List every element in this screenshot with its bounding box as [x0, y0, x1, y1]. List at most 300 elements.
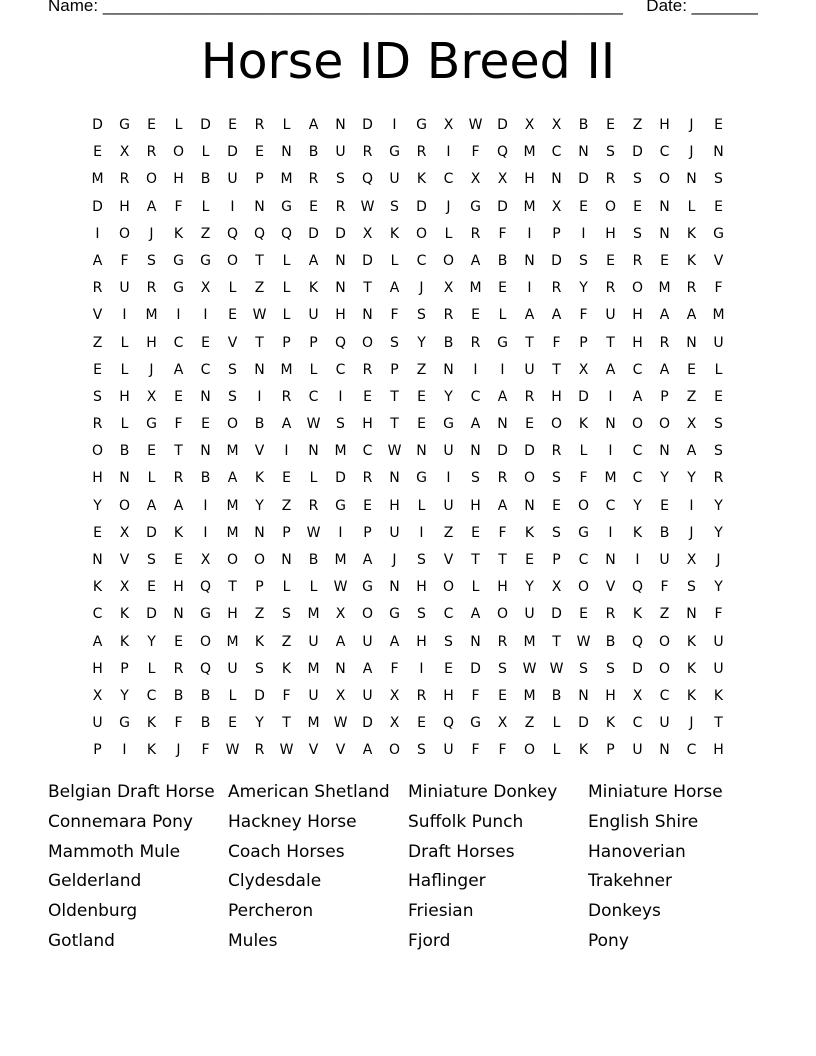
grid-letter[interactable]: C	[200, 361, 211, 378]
grid-letter[interactable]: D	[578, 171, 589, 188]
grid-letter[interactable]: K	[632, 524, 643, 541]
grid-letter[interactable]: S	[606, 144, 615, 161]
grid-letter[interactable]: D	[308, 225, 319, 242]
grid-letter[interactable]: T	[714, 715, 723, 732]
grid-letter[interactable]: M	[91, 171, 104, 188]
grid-letter[interactable]: S	[471, 470, 480, 487]
grid-letter[interactable]: M	[226, 443, 239, 460]
grid-letter[interactable]: S	[336, 416, 345, 433]
grid-letter[interactable]: W	[360, 198, 375, 215]
grid-letter[interactable]: W	[333, 715, 348, 732]
grid-letter[interactable]: W	[306, 524, 321, 541]
grid-letter[interactable]: H	[92, 470, 103, 487]
grid-letter[interactable]: S	[93, 388, 102, 405]
grid-letter[interactable]: P	[255, 171, 264, 188]
grid-letter[interactable]: O	[658, 171, 671, 188]
grid-letter[interactable]: C	[443, 171, 454, 188]
grid-letter[interactable]: E	[174, 552, 183, 568]
grid-letter[interactable]: U	[308, 687, 319, 704]
grid-letter[interactable]: K	[173, 524, 184, 541]
grid-letter[interactable]: A	[686, 443, 697, 460]
grid-letter[interactable]: C	[659, 144, 670, 161]
grid-letter[interactable]: K	[686, 252, 697, 269]
grid-letter[interactable]: H	[632, 334, 643, 351]
grid-letter[interactable]: R	[497, 633, 508, 650]
grid-letter[interactable]: D	[227, 144, 238, 161]
grid-letter[interactable]: T	[525, 334, 534, 351]
grid-letter[interactable]: Y	[714, 497, 723, 514]
grid-letter[interactable]: E	[201, 334, 210, 351]
grid-letter[interactable]: T	[471, 552, 480, 568]
grid-letter[interactable]: N	[686, 171, 697, 188]
grid-letter[interactable]: R	[335, 198, 346, 215]
grid-letter[interactable]: K	[92, 579, 103, 596]
grid-letter[interactable]: I	[230, 198, 235, 215]
grid-letter[interactable]: O	[361, 334, 374, 351]
grid-letter[interactable]: W	[576, 633, 591, 650]
grid-letter[interactable]: A	[497, 497, 508, 514]
grid-letter[interactable]: I	[446, 144, 451, 161]
grid-letter[interactable]: L	[282, 307, 291, 324]
grid-letter[interactable]: M	[307, 606, 320, 623]
grid-letter[interactable]: I	[473, 361, 478, 378]
grid-letter[interactable]: I	[689, 497, 694, 514]
grid-letter[interactable]: P	[93, 742, 102, 759]
grid-letter[interactable]: N	[659, 225, 670, 242]
grid-letter[interactable]: G	[470, 198, 481, 215]
grid-letter[interactable]: D	[497, 198, 508, 215]
grid-letter[interactable]: T	[282, 715, 291, 732]
grid-letter[interactable]: L	[282, 280, 291, 297]
grid-letter[interactable]: N	[281, 144, 292, 161]
grid-letter[interactable]: G	[713, 225, 724, 242]
grid-letter[interactable]: Y	[417, 334, 426, 351]
grid-letter[interactable]: I	[203, 524, 208, 541]
grid-letter[interactable]: O	[658, 660, 671, 677]
grid-letter[interactable]: L	[228, 280, 237, 297]
grid-letter[interactable]: Y	[579, 280, 588, 297]
grid-letter[interactable]: M	[712, 307, 725, 324]
grid-letter[interactable]: P	[660, 388, 669, 405]
grid-letter[interactable]: G	[200, 606, 211, 623]
grid-letter[interactable]: J	[689, 144, 694, 161]
grid-letter[interactable]: A	[362, 742, 373, 759]
grid-letter[interactable]: B	[173, 687, 184, 704]
grid-letter[interactable]: L	[309, 470, 318, 487]
grid-letter[interactable]: U	[713, 633, 724, 650]
grid-letter[interactable]: V	[713, 252, 724, 269]
grid-letter[interactable]: X	[524, 117, 535, 133]
grid-letter[interactable]: H	[416, 579, 427, 596]
grid-letter[interactable]: H	[119, 198, 130, 215]
grid-letter[interactable]: A	[605, 361, 616, 378]
grid-letter[interactable]: E	[660, 497, 669, 514]
grid-letter[interactable]: N	[254, 524, 265, 541]
grid-letter[interactable]: H	[335, 307, 346, 324]
grid-letter[interactable]: O	[523, 470, 536, 487]
grid-letter[interactable]: N	[389, 470, 400, 487]
grid-letter[interactable]: R	[551, 443, 562, 460]
grid-letter[interactable]: Q	[280, 225, 293, 242]
grid-letter[interactable]: O	[226, 252, 239, 269]
grid-letter[interactable]: L	[282, 579, 291, 596]
grid-letter[interactable]: Q	[631, 633, 644, 650]
grid-letter[interactable]: G	[335, 497, 346, 514]
grid-letter[interactable]: A	[173, 497, 184, 514]
grid-letter[interactable]: M	[226, 497, 239, 514]
grid-letter[interactable]: C	[92, 606, 103, 623]
grid-letter[interactable]: O	[226, 552, 239, 568]
grid-letter[interactable]: S	[147, 552, 156, 568]
grid-letter[interactable]: W	[468, 117, 483, 133]
grid-letter[interactable]: N	[254, 361, 265, 378]
grid-letter[interactable]: L	[309, 361, 318, 378]
grid-letter[interactable]: J	[689, 524, 694, 541]
grid-letter[interactable]: L	[552, 742, 561, 759]
grid-letter[interactable]: D	[578, 715, 589, 732]
grid-letter[interactable]: A	[146, 497, 157, 514]
grid-letter[interactable]: C	[443, 606, 454, 623]
grid-letter[interactable]: F	[498, 225, 507, 242]
grid-letter[interactable]: A	[335, 633, 346, 650]
grid-letter[interactable]: Y	[255, 497, 264, 514]
grid-letter[interactable]: S	[255, 660, 264, 677]
grid-letter[interactable]: R	[713, 470, 724, 487]
grid-letter[interactable]: F	[174, 198, 183, 215]
grid-letter[interactable]: R	[173, 470, 184, 487]
grid-letter[interactable]: N	[416, 443, 427, 460]
grid-letter[interactable]: Y	[444, 388, 453, 405]
grid-letter[interactable]: I	[392, 117, 397, 133]
grid-letter[interactable]: N	[578, 144, 589, 161]
grid-letter[interactable]: G	[389, 606, 400, 623]
grid-letter[interactable]: L	[120, 361, 129, 378]
grid-letter[interactable]: B	[308, 144, 319, 161]
grid-letter[interactable]: M	[334, 552, 347, 568]
grid-letter[interactable]: W	[225, 742, 240, 759]
grid-letter[interactable]: E	[93, 524, 102, 541]
grid-letter[interactable]: A	[470, 252, 481, 269]
grid-letter[interactable]: F	[471, 742, 480, 759]
grid-letter[interactable]: N	[686, 606, 697, 623]
grid-letter[interactable]: J	[716, 552, 721, 568]
grid-letter[interactable]: N	[200, 443, 211, 460]
grid-letter[interactable]: N	[335, 252, 346, 269]
grid-letter[interactable]: Y	[120, 687, 129, 704]
grid-letter[interactable]: G	[362, 579, 373, 596]
grid-letter[interactable]: X	[578, 361, 589, 378]
grid-letter[interactable]: S	[228, 361, 237, 378]
grid-letter[interactable]: X	[443, 117, 454, 133]
grid-letter[interactable]: X	[119, 524, 130, 541]
grid-letter[interactable]: E	[660, 252, 669, 269]
grid-letter[interactable]: Z	[254, 606, 265, 623]
grid-letter[interactable]: N	[605, 416, 616, 433]
grid-letter[interactable]: I	[608, 443, 613, 460]
grid-letter[interactable]: I	[527, 280, 532, 297]
grid-letter[interactable]: E	[147, 117, 156, 133]
grid-letter[interactable]: R	[92, 416, 103, 433]
grid-letter[interactable]: N	[524, 252, 535, 269]
grid-letter[interactable]: D	[92, 117, 103, 133]
grid-letter[interactable]: J	[689, 117, 694, 133]
grid-letter[interactable]: S	[633, 225, 642, 242]
grid-letter[interactable]: E	[471, 524, 480, 541]
grid-letter[interactable]: E	[579, 198, 588, 215]
grid-letter[interactable]: B	[605, 633, 616, 650]
grid-letter[interactable]: A	[362, 660, 373, 677]
grid-letter[interactable]: U	[362, 687, 373, 704]
grid-letter[interactable]: V	[443, 552, 454, 568]
grid-letter[interactable]: M	[523, 144, 536, 161]
grid-letter[interactable]: F	[714, 606, 723, 623]
grid-letter[interactable]: X	[200, 552, 211, 568]
grid-letter[interactable]: R	[254, 117, 265, 133]
grid-letter[interactable]: X	[389, 687, 400, 704]
grid-letter[interactable]: V	[92, 307, 103, 324]
grid-letter[interactable]: I	[122, 307, 127, 324]
grid-letter[interactable]: R	[605, 280, 616, 297]
grid-letter[interactable]: L	[444, 225, 453, 242]
grid-letter[interactable]: T	[606, 334, 615, 351]
grid-letter[interactable]: Y	[525, 579, 534, 596]
grid-letter[interactable]: N	[335, 660, 346, 677]
grid-letter[interactable]: E	[93, 361, 102, 378]
grid-letter[interactable]: X	[92, 687, 103, 704]
grid-letter[interactable]: K	[254, 633, 265, 650]
grid-letter[interactable]: A	[92, 633, 103, 650]
grid-letter[interactable]: U	[308, 633, 319, 650]
grid-letter[interactable]: J	[149, 361, 154, 378]
grid-letter[interactable]: N	[497, 416, 508, 433]
grid-letter[interactable]: L	[498, 307, 507, 324]
grid-letter[interactable]: U	[659, 715, 670, 732]
grid-letter[interactable]: R	[443, 307, 454, 324]
grid-letter[interactable]: C	[335, 361, 346, 378]
grid-letter[interactable]: T	[552, 361, 561, 378]
grid-letter[interactable]: K	[686, 687, 697, 704]
grid-letter[interactable]: I	[203, 497, 208, 514]
grid-letter[interactable]: W	[306, 416, 321, 433]
grid-letter[interactable]: H	[497, 579, 508, 596]
grid-letter[interactable]: L	[282, 117, 291, 133]
grid-letter[interactable]: R	[416, 687, 427, 704]
grid-letter[interactable]: D	[470, 660, 481, 677]
grid-letter[interactable]: P	[309, 334, 318, 351]
grid-letter[interactable]: C	[362, 443, 373, 460]
grid-letter[interactable]: S	[714, 416, 723, 433]
grid-letter[interactable]: W	[333, 579, 348, 596]
grid-letter[interactable]: M	[307, 660, 320, 677]
grid-letter[interactable]: O	[523, 742, 536, 759]
grid-letter[interactable]: K	[713, 687, 724, 704]
grid-letter[interactable]: K	[119, 606, 130, 623]
grid-letter[interactable]: Q	[334, 334, 347, 351]
grid-letter[interactable]: P	[282, 524, 291, 541]
grid-letter[interactable]: O	[145, 171, 158, 188]
grid-letter[interactable]: F	[498, 742, 507, 759]
grid-letter[interactable]: Z	[281, 633, 292, 650]
grid-letter[interactable]: N	[254, 198, 265, 215]
grid-letter[interactable]: D	[416, 198, 427, 215]
grid-letter[interactable]: X	[335, 606, 346, 623]
grid-letter[interactable]: Y	[255, 715, 264, 732]
grid-letter[interactable]: E	[417, 715, 426, 732]
grid-letter[interactable]: O	[253, 552, 266, 568]
grid-letter[interactable]: N	[389, 579, 400, 596]
grid-letter[interactable]: R	[119, 171, 130, 188]
name-blank[interactable]: _______________________________________________________	[102, 0, 623, 15]
grid-letter[interactable]: U	[632, 742, 643, 759]
grid-letter[interactable]: Q	[199, 660, 212, 677]
grid-letter[interactable]: C	[632, 443, 643, 460]
grid-letter[interactable]: B	[497, 252, 508, 269]
grid-letter[interactable]: N	[173, 606, 184, 623]
grid-letter[interactable]: M	[658, 280, 671, 297]
grid-letter[interactable]: H	[632, 307, 643, 324]
grid-letter[interactable]: S	[633, 171, 642, 188]
grid-letter[interactable]: U	[92, 715, 103, 732]
grid-letter[interactable]: N	[605, 552, 616, 568]
grid-letter[interactable]: R	[632, 252, 643, 269]
grid-letter[interactable]: X	[443, 280, 454, 297]
grid-letter[interactable]: D	[524, 443, 535, 460]
grid-letter[interactable]: F	[498, 524, 507, 541]
grid-letter[interactable]: Q	[496, 144, 509, 161]
grid-letter[interactable]: H	[92, 660, 103, 677]
grid-letter[interactable]: C	[686, 742, 697, 759]
grid-letter[interactable]: N	[659, 742, 670, 759]
grid-letter[interactable]: E	[498, 687, 507, 704]
grid-letter[interactable]: V	[227, 334, 238, 351]
grid-letter[interactable]: U	[524, 361, 535, 378]
grid-letter[interactable]: L	[282, 252, 291, 269]
grid-letter[interactable]: P	[579, 334, 588, 351]
grid-letter[interactable]: F	[282, 687, 291, 704]
grid-letter[interactable]: L	[147, 470, 156, 487]
grid-letter[interactable]: W	[522, 660, 537, 677]
grid-letter[interactable]: N	[281, 552, 292, 568]
grid-letter[interactable]: Z	[92, 334, 103, 351]
grid-letter[interactable]: W	[549, 660, 564, 677]
grid-letter[interactable]: B	[659, 524, 670, 541]
grid-letter[interactable]: R	[308, 171, 319, 188]
grid-letter[interactable]: A	[659, 307, 670, 324]
grid-letter[interactable]: O	[91, 443, 104, 460]
grid-letter[interactable]: D	[362, 252, 373, 269]
grid-letter[interactable]: S	[606, 660, 615, 677]
grid-letter[interactable]: N	[659, 443, 670, 460]
grid-letter[interactable]: F	[552, 334, 561, 351]
grid-letter[interactable]: S	[552, 524, 561, 541]
grid-letter[interactable]: E	[363, 388, 372, 405]
grid-letter[interactable]: A	[497, 388, 508, 405]
grid-letter[interactable]: X	[686, 552, 697, 568]
grid-letter[interactable]: V	[335, 742, 346, 759]
grid-letter[interactable]: O	[604, 198, 617, 215]
grid-letter[interactable]: B	[200, 715, 211, 732]
grid-letter[interactable]: N	[119, 470, 130, 487]
grid-letter[interactable]: S	[579, 252, 588, 269]
grid-letter[interactable]: S	[714, 171, 723, 188]
grid-letter[interactable]: H	[416, 633, 427, 650]
grid-letter[interactable]: K	[578, 742, 589, 759]
grid-letter[interactable]: B	[551, 687, 562, 704]
grid-letter[interactable]: K	[146, 742, 157, 759]
grid-letter[interactable]: M	[226, 524, 239, 541]
grid-letter[interactable]: V	[119, 552, 130, 568]
grid-letter[interactable]: R	[497, 470, 508, 487]
grid-letter[interactable]: D	[578, 388, 589, 405]
grid-letter[interactable]: E	[714, 388, 723, 405]
grid-letter[interactable]: Q	[631, 579, 644, 596]
grid-letter[interactable]: I	[608, 524, 613, 541]
grid-letter[interactable]: O	[199, 633, 212, 650]
grid-letter[interactable]: N	[443, 361, 454, 378]
grid-letter[interactable]: E	[579, 606, 588, 623]
grid-letter[interactable]: L	[147, 660, 156, 677]
grid-letter[interactable]: K	[308, 280, 319, 297]
grid-letter[interactable]: J	[446, 198, 451, 215]
grid-letter[interactable]: S	[417, 742, 426, 759]
grid-letter[interactable]: A	[389, 280, 400, 297]
grid-letter[interactable]: E	[606, 252, 615, 269]
grid-letter[interactable]: K	[686, 225, 697, 242]
grid-letter[interactable]: G	[416, 470, 427, 487]
grid-letter[interactable]: O	[118, 225, 131, 242]
grid-letter[interactable]: D	[362, 715, 373, 732]
grid-letter[interactable]: E	[228, 715, 237, 732]
grid-letter[interactable]: I	[284, 443, 289, 460]
grid-letter[interactable]: G	[497, 334, 508, 351]
grid-letter[interactable]: X	[497, 171, 508, 188]
grid-letter[interactable]: A	[308, 252, 319, 269]
grid-letter[interactable]: C	[308, 388, 319, 405]
grid-letter[interactable]: Z	[281, 497, 292, 514]
grid-letter[interactable]: K	[686, 660, 697, 677]
grid-letter[interactable]: C	[173, 334, 184, 351]
grid-letter[interactable]: L	[390, 252, 399, 269]
grid-letter[interactable]: O	[172, 144, 185, 161]
grid-letter[interactable]: C	[416, 252, 427, 269]
grid-letter[interactable]: H	[524, 171, 535, 188]
grid-letter[interactable]: Z	[659, 606, 670, 623]
grid-letter[interactable]: M	[604, 470, 617, 487]
grid-letter[interactable]: E	[417, 388, 426, 405]
grid-letter[interactable]: A	[227, 470, 238, 487]
grid-letter[interactable]: Q	[226, 225, 239, 242]
grid-letter[interactable]: E	[525, 416, 534, 433]
grid-letter[interactable]: T	[390, 416, 399, 433]
grid-letter[interactable]: D	[551, 606, 562, 623]
grid-letter[interactable]: R	[146, 280, 157, 297]
grid-letter[interactable]: E	[417, 416, 426, 433]
grid-letter[interactable]: Y	[687, 470, 696, 487]
grid-letter[interactable]: E	[471, 307, 480, 324]
grid-letter[interactable]: X	[335, 687, 346, 704]
grid-letter[interactable]: U	[119, 280, 130, 297]
grid-letter[interactable]: J	[176, 742, 181, 759]
grid-letter[interactable]: D	[146, 524, 157, 541]
grid-letter[interactable]: N	[686, 334, 697, 351]
grid-letter[interactable]: N	[659, 198, 670, 215]
grid-letter[interactable]: M	[523, 633, 536, 650]
grid-letter[interactable]: D	[92, 198, 103, 215]
grid-letter[interactable]: P	[390, 361, 399, 378]
grid-letter[interactable]: E	[363, 497, 372, 514]
grid-letter[interactable]: U	[335, 144, 346, 161]
grid-letter[interactable]: E	[282, 470, 291, 487]
